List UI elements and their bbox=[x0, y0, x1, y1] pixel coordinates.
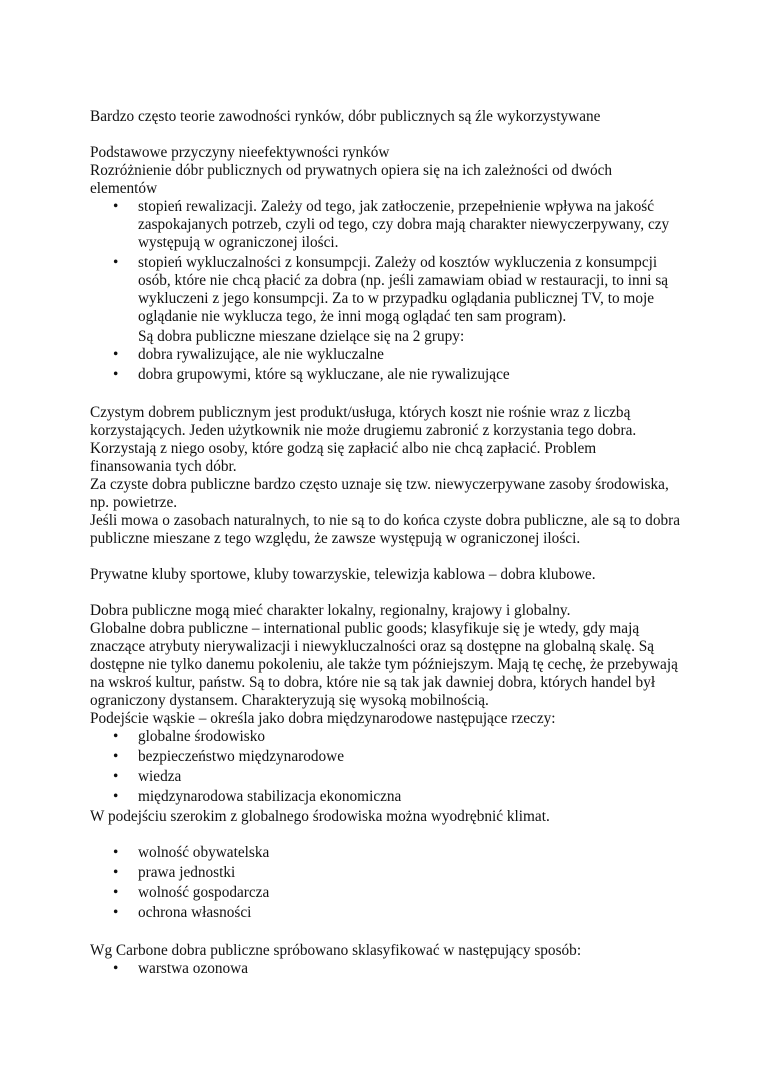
paragraph: Globalne dobra publiczne – international public goods; klasyfikuje się je wtedy, gdy mają znaczące atrybuty nierywalizacji i niewykluczalności oraz są dostępne na globalną skalę. Są dostępne nie tylko danemu pokoleniu, ale także tym późniejszym. Mają tę cechę, że przebywają na wskroś kultur, państw. Są to dobra, które nie są tak jak dawniej dobra, których handel był ograniczony dystansem. Charakteryzują się wysoką mobilnością. bbox=[90, 620, 678, 709]
list-item: • warstwa ozonowa bbox=[113, 960, 249, 977]
paragraph: Prywatne kluby sportowe, kluby towarzyskie, telewizja kablowa – dobra klubowe. bbox=[90, 566, 596, 583]
bullet-icon: • bbox=[113, 254, 119, 271]
bullet-icon: • bbox=[113, 788, 119, 805]
bullet-icon: • bbox=[113, 844, 119, 861]
paragraph: Jeśli mowa o zasobach naturalnych, to nie są to do końca czyste dobra publiczne, ale są to dobra publiczne mieszane z tego względu, że zawsze występują w ograniczonej ilości. bbox=[90, 512, 681, 547]
bullet-icon: • bbox=[113, 960, 119, 977]
bullet-icon: • bbox=[113, 748, 119, 765]
document-body bbox=[90, 108, 680, 980]
paragraph: Czystym dobrem publicznym jest produkt/usługa, których koszt nie rośnie wraz z liczbą korzystających. Jeden użytkownik nie może drugiemu zabronić z korzystania tego dobra. Korzystają z niego osoby, które godzą się zapłacić albo nie chcą zapłacić. Problem finansowania tych dóbr. bbox=[90, 404, 637, 475]
paragraph: Dobra publiczne mogą mieć charakter lokalny, regionalny, krajowy i globalny. bbox=[90, 602, 571, 619]
bullet-icon: • bbox=[113, 884, 119, 901]
bullet-icon: • bbox=[113, 366, 119, 383]
bullet-icon: • bbox=[113, 768, 119, 785]
paragraph: Za czyste dobra publiczne bardzo często uznaje się tzw. niewyczerpywane zasoby środowiska, np. powietrze. bbox=[90, 476, 669, 511]
paragraph: Są dobra publiczne mieszane dzielące się na 2 grupy: bbox=[138, 328, 465, 345]
document-title: Bardzo często teorie zawodności rynków, dóbr publicznych są źle wykorzystywane bbox=[90, 108, 601, 125]
bullet-list bbox=[90, 844, 680, 922]
list-item: • stopień wykluczalności z konsumpcji. Zależy od kosztów wykluczenia z konsumpcji osób, które nie chcą płacić za dobra (np. jeśli zamawiam obiad w restauracji, to inni są wykluczeni z jego konsumpcji. Za to w przypadku oglądania publicznej TV, to moje oglądanie nie wyklucza tego, że inni mogą oglądać ten sam program). bbox=[113, 254, 669, 325]
list-item: • dobra rywalizujące, ale nie wykluczalne bbox=[113, 346, 384, 363]
paragraph: W podejściu szerokim z globalnego środowiska można wyodrębnić klimat. bbox=[90, 808, 550, 825]
bullet-icon: • bbox=[113, 728, 119, 745]
paragraph: Rozróżnienie dóbr publicznych od prywatnych opiera się na ich zależności od dwóch elementów bbox=[90, 162, 613, 197]
list-item: • wolność gospodarcza bbox=[113, 884, 270, 901]
list-item: • dobra grupowymi, które są wykluczane, ale nie rywalizujące bbox=[113, 366, 510, 383]
bullet-icon: • bbox=[113, 904, 119, 921]
list-item: • bezpieczeństwo międzynarodowe bbox=[113, 748, 344, 765]
bullet-icon: • bbox=[113, 864, 119, 881]
bullet-list bbox=[90, 346, 680, 384]
section-heading: Podstawowe przyczyny nieefektywności rynków bbox=[90, 144, 390, 161]
bullet-icon: • bbox=[113, 198, 119, 215]
bullet-list bbox=[90, 198, 680, 326]
list-item: • międzynarodowa stabilizacja ekonomiczna bbox=[113, 788, 402, 805]
paragraph: Podejście wąskie – określa jako dobra międzynarodowe następujące rzeczy: bbox=[90, 710, 556, 727]
paragraph: Wg Carbone dobra publiczne spróbowano sklasyfikować w następujący sposób: bbox=[90, 942, 582, 959]
bullet-list bbox=[90, 960, 680, 978]
list-item: • prawa jednostki bbox=[113, 864, 236, 881]
bullet-icon: • bbox=[113, 346, 119, 363]
list-item: • ochrona własności bbox=[113, 904, 252, 921]
list-item: • wiedza bbox=[113, 768, 182, 785]
list-item: • globalne środowisko bbox=[113, 728, 266, 745]
list-item: • wolność obywatelska bbox=[113, 844, 270, 861]
bullet-list bbox=[90, 728, 680, 806]
list-item: • stopień rewalizacji. Zależy od tego, jak zatłoczenie, przepełnienie wpływa na jakość zaspokajanych potrzeb, czyli od tego, czy dobra mają charakter niewyczerpywany, czy występują w ograniczonej ilości. bbox=[113, 198, 670, 251]
